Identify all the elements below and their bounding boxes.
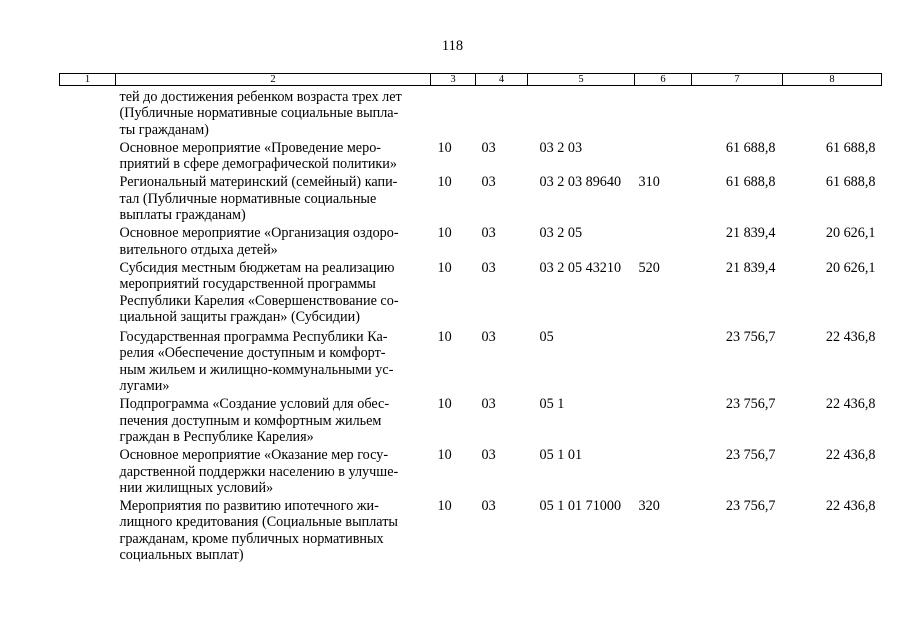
row-expense-type: 320 [638,498,660,515]
row-subsection: 03 [481,447,496,464]
row-name [116,172,431,223]
table-row [60,496,882,563]
row-amount-year2: 20 626,1 [825,225,876,242]
column-header-subsection: 4 [476,74,528,86]
row-expense-type [635,138,692,173]
row-amount-year1: 23 756,7 [725,447,776,464]
row-amount-year2: 61 688,8 [825,139,876,156]
row-name-line: Государственная программа Республики Ка- [119,329,388,346]
row-target-article: 03 2 03 89640 [539,174,622,191]
row-amount-year2: 22 436,8 [825,447,876,464]
table-row [60,258,882,325]
table-header [60,74,882,86]
row-section: 10 [437,174,452,191]
row-amount-year2 [783,86,882,138]
row-name-line: дарственной поддержки населению в улучше- [119,463,399,480]
budget-table [59,73,882,563]
row-amount-year1: 21 839,4 [725,259,776,276]
row-name-line: (Публичные нормативные социальные выпла- [119,105,399,122]
row-target-article: 05 1 01 [539,447,583,464]
row-number [60,223,116,258]
row-target-article: 03 2 05 [539,225,583,242]
row-expense-type [635,394,692,445]
row-expense-type [635,325,692,394]
table-row [60,223,882,258]
row-expense-type: 310 [638,174,660,191]
row-number [60,496,116,563]
row-number [60,325,116,394]
row-section: 10 [437,259,452,276]
column-header-amount-year1: 7 [692,74,783,86]
row-subsection: 03 [481,139,496,156]
row-subsection: 03 [481,225,496,242]
row-name-line: нии жилищных условий» [119,479,274,496]
row-name [116,445,431,496]
row-name [116,138,431,173]
row-amount-year1: 23 756,7 [725,498,776,515]
row-amount-year1: 23 756,7 [725,329,776,346]
row-name-line: мероприятий государственной программы [119,276,376,293]
table-row [60,394,882,445]
row-name-line: ным жильем и жилищно-коммунальными ус- [119,361,394,378]
column-header-section: 3 [431,74,476,86]
table-row [60,325,882,394]
row-expense-type [635,86,692,138]
row-target-article: 05 1 01 71000 [539,498,622,515]
row-expense-type [635,445,692,496]
row-name-line: Подпрограмма «Создание условий для обес- [119,396,390,413]
table-row [60,445,882,496]
row-number [60,258,116,325]
row-name-line: Основное мероприятие «Организация оздоро- [119,225,399,242]
row-name-line: социальных выплат) [119,547,244,564]
row-target-article: 03 2 05 43210 [539,259,622,276]
row-number [60,172,116,223]
row-name-line: Региональный материнский (семейный) капи- [119,174,398,191]
row-section [431,86,476,138]
header-row [60,74,882,86]
row-name-line: Основное мероприятие «Оказание мер госу- [119,447,389,464]
row-name [116,325,431,394]
row-name [116,86,431,138]
row-name-line: Основное мероприятие «Проведение меро- [119,139,382,156]
row-name [116,496,431,563]
row-name-line: циальной защиты граждан» (Субсидии) [119,308,360,325]
row-expense-type: 520 [638,259,660,276]
row-subsection: 03 [481,396,496,413]
column-header-number: 1 [60,74,116,86]
row-section: 10 [437,329,452,346]
row-amount-year1: 23 756,7 [725,396,776,413]
row-name-line: Республики Карелия «Совершенствование со- [119,292,399,309]
row-name-line: тал (Публичные нормативные социальные [119,190,377,207]
table-row [60,172,882,223]
row-subsection: 03 [481,329,496,346]
table-row [60,86,882,138]
row-target-article [528,86,635,138]
row-amount-year2: 22 436,8 [825,498,876,515]
page-number: 118 [441,38,464,54]
row-name-line: печения доступным и комфортным жильем [119,412,382,429]
row-name-line: ты гражданам) [119,121,209,138]
row-number [60,86,116,138]
row-section: 10 [437,447,452,464]
row-number [60,138,116,173]
row-section: 10 [437,225,452,242]
row-target-article: 03 2 03 [539,139,583,156]
row-name [116,223,431,258]
column-header-expense-type: 6 [635,74,692,86]
row-subsection [476,86,528,138]
row-section: 10 [437,139,452,156]
row-name-line: релия «Обеспечение доступным и комфорт- [119,345,386,362]
row-number [60,394,116,445]
row-name [116,258,431,325]
row-name-line: выплаты гражданам) [119,207,246,224]
row-name-line: Субсидия местным бюджетам на реализацию [119,259,395,276]
row-target-article: 05 1 [539,396,565,413]
row-name-line: лугами» [119,378,170,395]
row-amount-year1 [692,86,783,138]
row-name-line: вительного отдыха детей» [119,241,278,258]
column-header-name: 2 [116,74,431,86]
row-section: 10 [437,396,452,413]
row-amount-year2: 20 626,1 [825,259,876,276]
row-subsection: 03 [481,259,496,276]
row-amount-year2: 61 688,8 [825,174,876,191]
row-name-line: гражданам, кроме публичных нормативных [119,530,384,547]
row-target-article: 05 [539,329,554,346]
row-name [116,394,431,445]
row-name-line: Мероприятия по развитию ипотечного жи- [119,498,379,515]
column-header-amount-year2: 8 [783,74,882,86]
table-row [60,138,882,173]
row-amount-year1: 61 688,8 [725,139,776,156]
row-number [60,445,116,496]
row-expense-type [635,223,692,258]
row-name-line: приятий в сфере демографической политики» [119,156,397,173]
row-name-line: граждан в Республике Карелия» [119,428,314,445]
row-amount-year2: 22 436,8 [825,396,876,413]
row-amount-year1: 21 839,4 [725,225,776,242]
row-amount-year2: 22 436,8 [825,329,876,346]
row-name-line: лищного кредитования (Социальные выплаты [119,514,398,531]
row-section: 10 [437,498,452,515]
table-body [60,86,882,564]
row-amount-year1: 61 688,8 [725,174,776,191]
row-subsection: 03 [481,174,496,191]
row-name-line: тей до достижения ребенком возраста трех лет [119,89,402,105]
row-subsection: 03 [481,498,496,515]
column-header-target-article: 5 [528,74,635,86]
